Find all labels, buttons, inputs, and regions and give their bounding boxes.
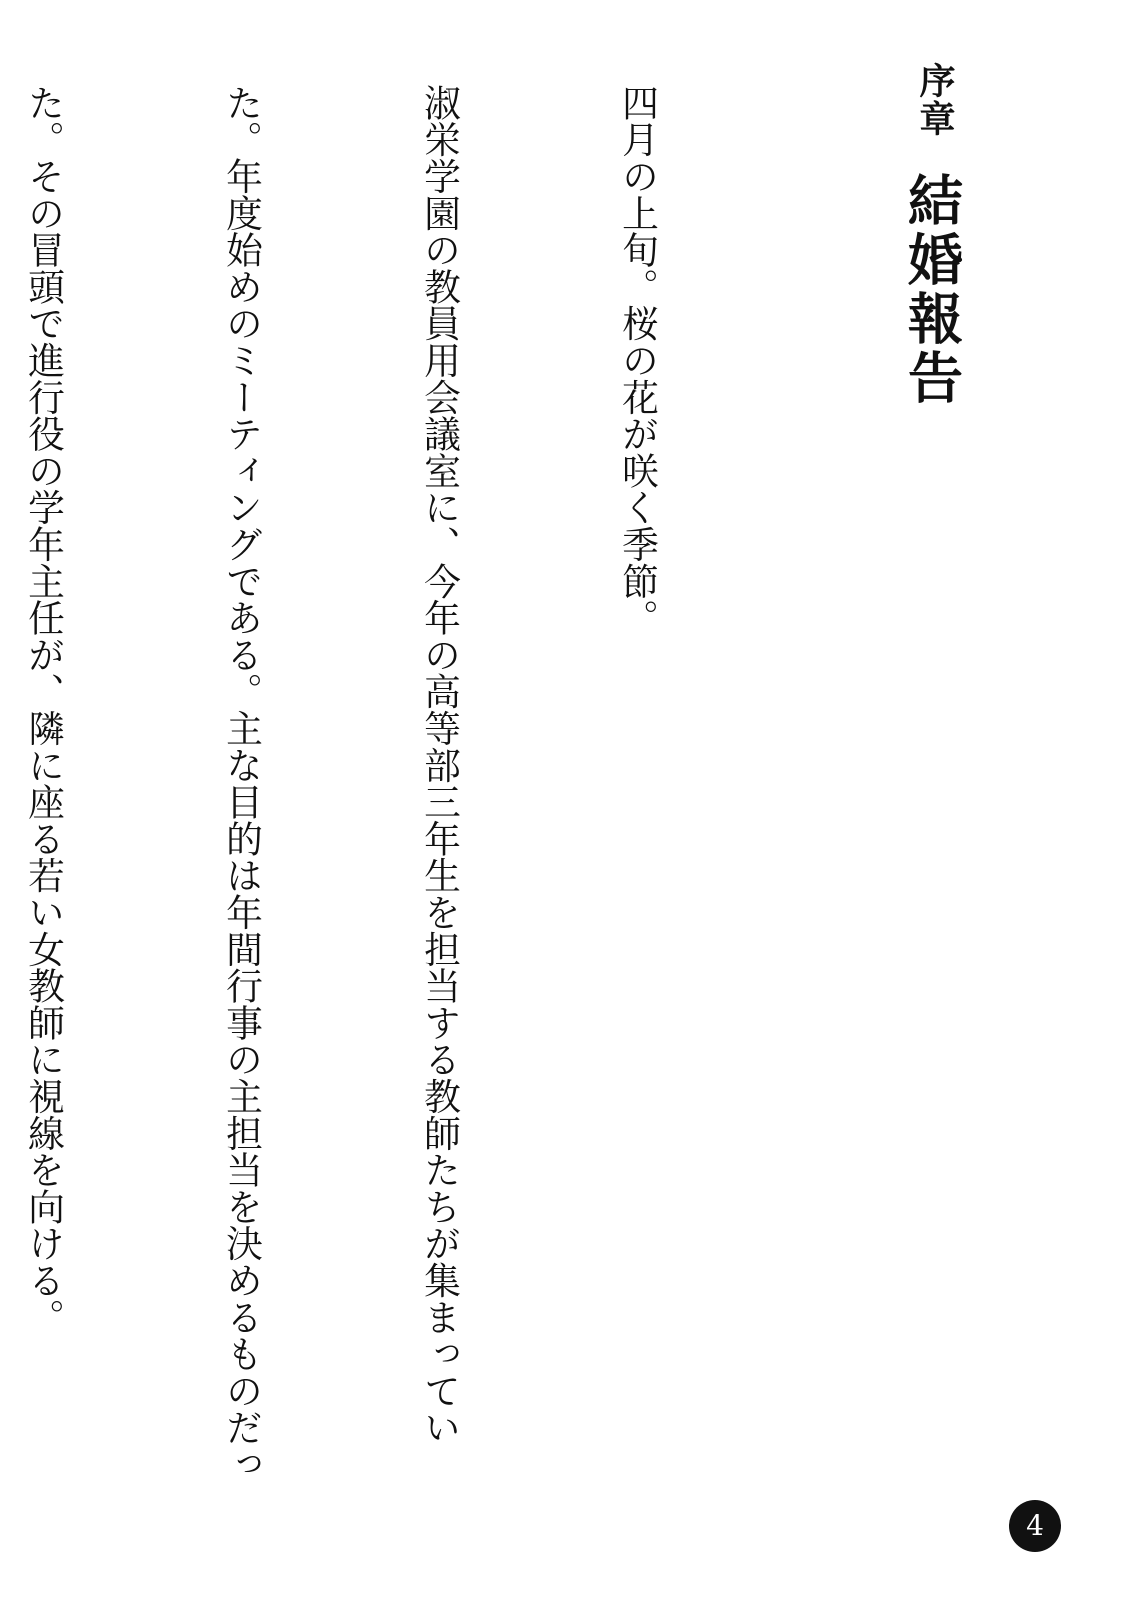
text-line: た。その冒頭で進行役の学年主任が、隣に座る若い女教師に視線を向ける。 bbox=[22, 84, 65, 1336]
body-text bbox=[0, 84, 802, 1544]
page-number-badge: 4 bbox=[1009, 1500, 1061, 1552]
chapter-label: 序章 bbox=[914, 62, 955, 138]
text-line: 四月の上旬。桜の花が咲く季節。 bbox=[616, 84, 659, 636]
text-line: た。年度始めのミーティングである。主な目的は年間行事の主担当を決めるものだっ bbox=[220, 84, 263, 1483]
chapter-title: 結婚報告 bbox=[899, 172, 963, 408]
text-line: 淑栄学園の教員用会議室に、今年の高等部三年生を担当する教師たちが集まってい bbox=[418, 84, 461, 1446]
